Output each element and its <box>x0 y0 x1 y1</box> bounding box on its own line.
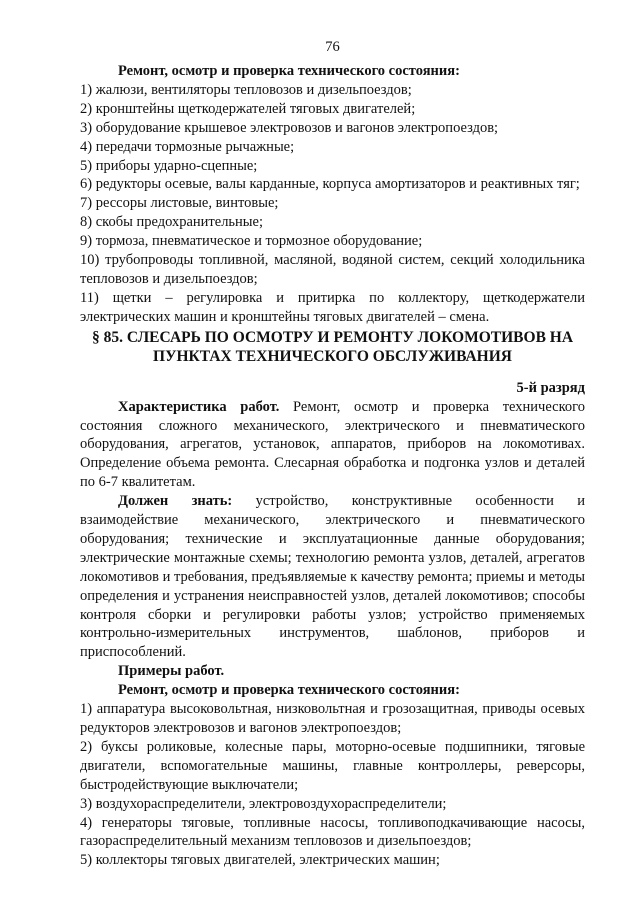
list-item: 3) воздухораспределители, электровоздухораспределители; <box>80 795 447 812</box>
list-item: 3) оборудование крышевое электровозов и вагонов электропоездов; <box>80 119 499 136</box>
document-page <box>80 0 585 905</box>
page-content <box>80 62 585 870</box>
list-item: 7) рессоры листовые, винтовые; <box>80 195 279 212</box>
examples-label: Примеры работ. <box>118 663 225 680</box>
must-know-label: Должен знать: <box>118 493 233 510</box>
characteristics-paragraph <box>80 398 585 493</box>
section-heading-line2: ПУНКТАХ ТЕХНИЧЕСКОГО ОБСЛУЖИВАНИЯ <box>153 348 512 366</box>
list-item: 5) приборы ударно-сцепные; <box>80 157 258 174</box>
section-heading <box>80 328 585 367</box>
list-item: 4) генераторы тяговые, топливные насосы, топливоподкачивающие насосы, газораспределительный механизм тепловозов и дизельпоездов; <box>80 814 585 850</box>
list-item: 1) жалюзи, вентиляторы тепловозов и дизельпоездов; <box>80 81 412 98</box>
must-know-paragraph <box>80 492 585 662</box>
list-item: 1) аппаратура высоковольтная, низковольтная и грозозащитная, приводы осевых редукторов электровозов и вагонов электропоездов; <box>80 701 585 736</box>
list-item: 5) коллекторы тяговых двигателей, электрических машин; <box>80 852 440 869</box>
page-number: 76 <box>325 39 340 55</box>
list-item: 2) кронштейны щеткодержателей тяговых двигателей; <box>80 100 416 117</box>
list-item: 11) щетки – регулировка и притирка по коллектору, щеткодержатели электрических машин и кронштейны тяговых двигателей – смена. <box>80 289 585 325</box>
repair-title: Ремонт, осмотр и проверка технического состояния: <box>118 682 460 699</box>
characteristics-label: Характеристика работ. <box>118 398 280 415</box>
grade-label: 5-й разряд <box>516 379 585 396</box>
list-item: 4) передачи тормозные рычажные; <box>80 138 295 155</box>
list-item: 9) тормоза, пневматическое и тормозное оборудование; <box>80 233 423 250</box>
characteristics-text: Ремонт, осмотр и проверка технического состояния сложного механического, электрического и пневматического оборудования, агрегатов, установок, аппаратов, приборов на локомотивах. Определение объема ремонта. Слесарная обработка и подгонка узлов и деталей по 6-7 квалитетам. <box>80 398 585 491</box>
section-title: Ремонт, осмотр и проверка технического состояния: <box>118 63 460 79</box>
must-know-text: устройство, конструктивные особенности и взаимодействие механического, электрического и пневматического оборудования; технические и эксплуатационные данные оборудования; электрические монтажные схемы; технологию ремонта узлов, деталей, агрегатов локомотивов и требования, предъявляемые к качеству ремонта; приемы и методы определения и устранения неисправностей узлов, деталей локомотивов; способы контроля сборки и регулировки работы узлов; устройство применяемых контрольно-измерительных инструментов, шаблонов, приборов и приспособлений. <box>80 493 585 661</box>
list-item: 10) трубопроводы топливной, масляной, водяной систем, секций холодильника тепловозов и дизельпоездов; <box>80 252 585 287</box>
section-heading-line1: § 85. СЛЕСАРЬ ПО ОСМОТРУ И РЕМОНТУ ЛОКОМОТИВОВ НА <box>91 328 574 346</box>
list-item: 2) буксы роликовые, колесные пары, моторно-осевые подшипники, тяговые двигатели, вспомогательные машины, главные контроллеры, реверсоры, быстродействующие выключатели; <box>80 738 585 793</box>
list-item: 8) скобы предохранительные; <box>80 214 264 231</box>
list-item: 6) редукторы осевые, валы карданные, корпуса амортизаторов и реактивных тяг; <box>80 176 580 193</box>
